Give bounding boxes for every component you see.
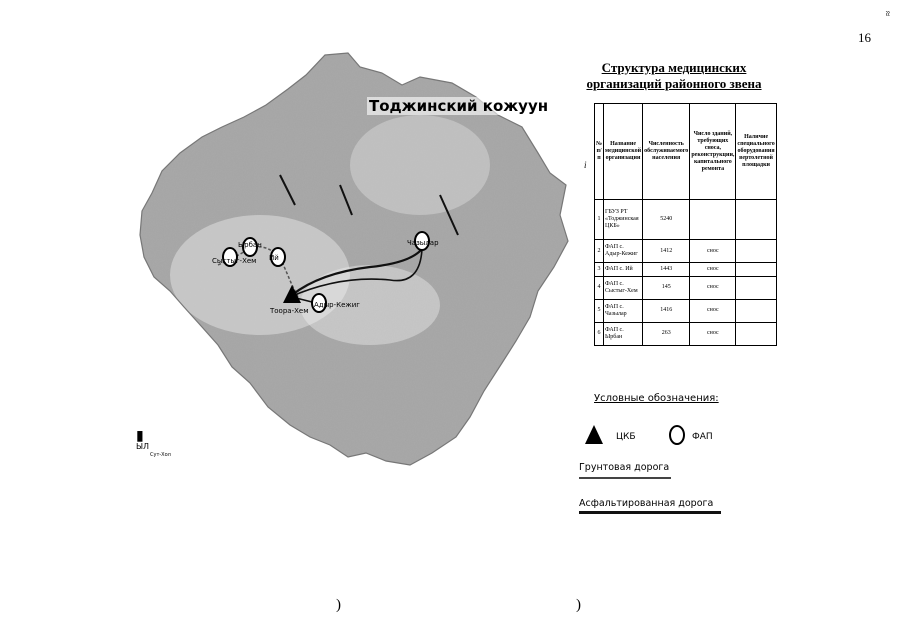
cell-heli — [736, 322, 776, 345]
structure-title-line-2: организаций районного звена — [586, 76, 762, 91]
cell-num: 6 — [595, 322, 604, 345]
triangle-icon — [585, 425, 603, 444]
cell-name: ФАП с. Адыр-Кежиг — [604, 240, 643, 263]
legend-dirt-road: Грунтовая дорога — [579, 462, 670, 473]
map-title: Тоджинский кожуун — [369, 97, 549, 115]
cell-heli — [736, 299, 776, 322]
scan-mark: ) — [576, 597, 581, 613]
cell-num: 1 — [595, 200, 604, 240]
legend-ckb-label: ЦКБ — [616, 432, 636, 442]
place-label-toora-khem: Тоора-Хем — [270, 307, 309, 315]
header-num: № п/п — [595, 104, 604, 200]
cell-num: 5 — [595, 299, 604, 322]
legend-fap-label: ФАП — [692, 432, 713, 442]
cell-num: 2 — [595, 240, 604, 263]
structure-title-line-1: Структура медицинских — [601, 60, 747, 75]
cell-population: 263 — [643, 322, 690, 345]
cell-repair: снос — [690, 299, 736, 322]
table-row — [595, 240, 777, 263]
cell-population: 1416 — [643, 299, 690, 322]
place-label-adyr-kezhig: Адыр-Кежиг — [314, 301, 360, 309]
scan-mark: ) — [336, 597, 341, 613]
place-label-yrban: Ырбан — [238, 241, 262, 249]
cell-name: ГБУЗ РТ «Тоджинская ЦКБ» — [604, 200, 643, 240]
asphalt-road-swatch — [579, 511, 721, 514]
table-row — [595, 276, 777, 299]
dirt-road-swatch — [579, 477, 671, 479]
page-number: 16 — [858, 30, 871, 45]
corner-mark: ≈ — [881, 10, 893, 17]
table-row — [595, 299, 777, 322]
cell-heli — [736, 263, 776, 277]
legend-title: Условные обозначения: — [594, 393, 719, 404]
cell-repair: снос — [690, 322, 736, 345]
header-name: Название медицинской организации — [604, 104, 643, 200]
cell-population: 1412 — [643, 240, 690, 263]
map-corner-inset: ▮ ЫЛ Сут-Хол — [136, 428, 171, 458]
cell-population: 145 — [643, 276, 690, 299]
legend-asphalt-road: Асфальтированная дорога — [579, 498, 714, 509]
header-population: Численность обслуживаемого населения — [643, 104, 690, 200]
circle-icon — [670, 426, 684, 444]
place-label-systyg-khem: Сыстыг-Хем — [212, 257, 257, 265]
corner-text-1: ЫЛ — [136, 442, 150, 451]
cell-name: ФАП с. Сыстыг-Хем — [604, 276, 643, 299]
cell-num: 4 — [595, 276, 604, 299]
table-row — [595, 322, 777, 345]
place-label-iy: Ий — [269, 254, 279, 262]
legend-symbols — [582, 422, 742, 448]
corner-text-2: Сут-Хол — [150, 452, 171, 458]
header-repair: Число зданий, требующих сноса, реконструкции, капитального ремонта — [690, 104, 736, 200]
header-heli: Наличие специального оборудования вертолетной площадки — [736, 104, 776, 200]
cell-heli — [736, 276, 776, 299]
place-label-chazylar: Чазылар — [407, 239, 439, 247]
cell-heli — [736, 240, 776, 263]
table-row — [595, 263, 777, 277]
cell-heli — [736, 200, 776, 240]
cell-repair: снос — [690, 276, 736, 299]
legend-symbols-svg — [582, 422, 742, 448]
cell-population: 5240 — [643, 200, 690, 240]
structure-title — [574, 60, 774, 92]
medical-organizations-table — [594, 103, 775, 346]
cell-num: 3 — [595, 263, 604, 277]
cell-repair: снос — [690, 263, 736, 277]
cell-repair — [690, 200, 736, 240]
cell-name: ФАП с. Ырбан — [604, 322, 643, 345]
side-mark: i — [584, 160, 587, 170]
cell-population: 1443 — [643, 263, 690, 277]
cell-name: ФАП с. Чазылар — [604, 299, 643, 322]
cell-repair: снос — [690, 240, 736, 263]
table-row — [595, 200, 777, 240]
cell-name: ФАП с. Ий — [604, 263, 643, 277]
